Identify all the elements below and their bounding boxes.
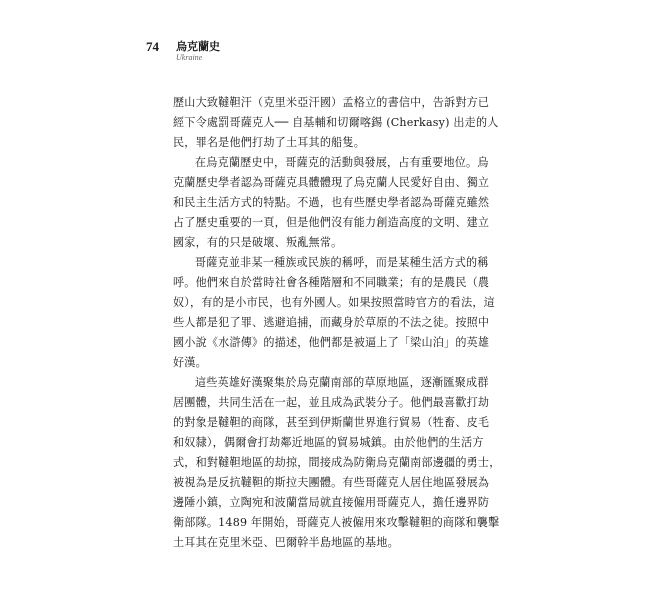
running-subtitle: Ukraine <box>176 53 203 62</box>
paragraph-first-line: 哥薩克並非某一種族或民族的稱呼，而是某種生活方式的稱 <box>195 256 489 269</box>
text-line: 居團體，共同生活在一起，並且成為武裝分子。他們最喜歡打劫 <box>173 396 490 409</box>
text-line: 國小說《水滸傳》的描述，他們都是被逼上了「梁山泊」的英雄 <box>173 336 490 349</box>
text-line: 和民主生活方式的特點。不過，也有些歷史學者認為哥薩克雖然 <box>173 196 490 209</box>
text-line: 和奴隸），偶爾會打劫鄰近地區的貿易城鎮。由於他們的生活方 <box>173 436 484 449</box>
text-line: 些人都是犯了罪、逃避追捕，而藏身於草原的不法之徒。按照中 <box>173 316 490 329</box>
text-line: 民，罪名是他們打劫了土耳其的船隻。 <box>173 136 365 149</box>
text-line: 國家，有的只是破壞、叛亂無常。 <box>173 236 343 249</box>
text-line: 被視為是反抗韃靼的斯拉夫團體。有些哥薩克人居住地區發展為 <box>173 476 490 489</box>
text-line: 衛部隊。1489 年開始，哥薩克人被僱用來攻擊韃靼的商隊和襲擊 <box>173 516 500 529</box>
text-line: 式，和對韃靼地區的劫掠，間接成為防衛烏克蘭南部邊疆的勇士， <box>173 456 501 469</box>
text-line: 經下令處罰哥薩克人── 自基輔和切爾喀錫 (Cherkasy) 出走的人 <box>173 116 499 129</box>
text-line: 的對象是韃靼的商隊，甚至到伊斯蘭世界進行貿易（牲畜、皮毛 <box>173 416 490 429</box>
text-line: 土耳其在克里米亞、巴爾幹半島地區的基地。 <box>173 536 399 549</box>
text-line: 好漢。 <box>173 356 207 369</box>
body-text <box>173 93 501 553</box>
text-line: 克蘭歷史學者認為哥薩克具體體現了烏克蘭人民愛好自由、獨立 <box>173 176 490 189</box>
paragraph-first-line: 這些英雄好漢聚集於烏克蘭南部的草原地區，逐漸匯聚成群 <box>195 376 489 389</box>
running-title: 烏克蘭史 <box>176 40 220 53</box>
page-number: 74 <box>146 39 159 54</box>
text-line: 奴），有的是小市民，也有外國人。如果按照當時官方的看法，這 <box>173 296 495 309</box>
paragraph-first-line: 在烏克蘭歷史中，哥薩克的活動與發展，占有重要地位。烏 <box>195 156 489 169</box>
text-line: 歷山大致韃靼汗（克里米亞汗國）孟格立的書信中，告訴對方已 <box>173 96 490 109</box>
text-line: 占了歷史重要的一頁，但是他們沒有能力創造高度的文明、建立 <box>173 216 490 229</box>
text-line: 呼。他們來自於當時社會各種階層和不同職業；有的是農民（農 <box>173 276 490 289</box>
text-line: 邊陲小鎮，立陶宛和波蘭當局就直接僱用哥薩克人，擔任邊界防 <box>173 496 490 509</box>
